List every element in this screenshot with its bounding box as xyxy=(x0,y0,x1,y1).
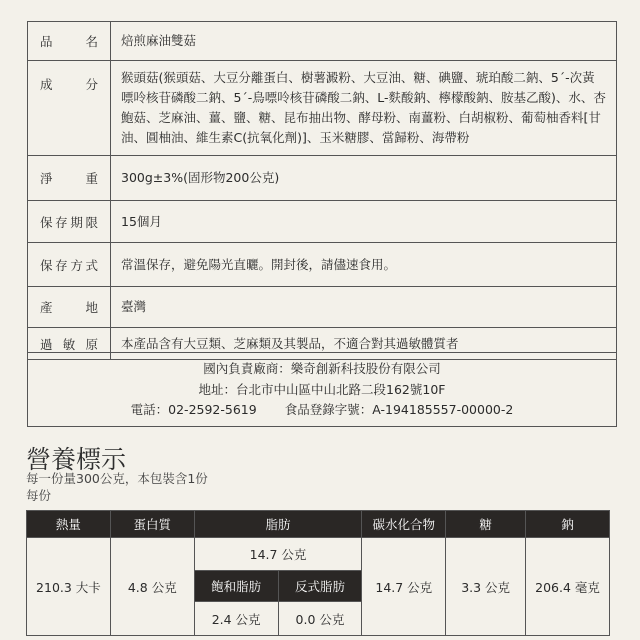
nutrition-title: 營養標示 xyxy=(26,445,127,474)
storage-label: 保存方式 xyxy=(28,243,111,287)
nutrition-table xyxy=(26,510,610,636)
value-sugar: 3.3 公克 xyxy=(446,538,526,636)
weight-value: 300g±3%(固形物200公克) xyxy=(111,156,617,201)
header-protein: 蛋白質 xyxy=(110,511,194,538)
header-sodium: 鈉 xyxy=(526,511,610,538)
value-trans-fat: 0.0 公克 xyxy=(278,602,362,636)
header-calories: 熱量 xyxy=(27,511,111,538)
shelf-life-value: 15個月 xyxy=(111,201,617,243)
row-origin xyxy=(28,287,617,328)
allergen-label: 過敏原 xyxy=(28,328,111,360)
food-registration-number: 食品登錄字號：A-194185557-00000-2 xyxy=(284,402,514,417)
ingredients-label: 成分 xyxy=(28,61,111,156)
manufacturer-contact xyxy=(28,400,616,421)
weight-label: 淨重 xyxy=(28,156,111,201)
header-sugar: 糖 xyxy=(446,511,526,538)
manufacturer-name: 國內負責廠商：樂奇創新科技股份有限公司 xyxy=(203,361,441,376)
value-protein: 4.8 公克 xyxy=(110,538,194,636)
nutrition-header-row xyxy=(27,511,610,538)
row-name xyxy=(28,22,617,61)
row-storage xyxy=(28,243,617,287)
header-carbs: 碳水化合物 xyxy=(362,511,446,538)
storage-value: 常溫保存，避免陽光直曬。開封後，請儘速食用。 xyxy=(111,243,617,287)
row-ingredients xyxy=(28,61,617,156)
value-calories: 210.3 大卡 xyxy=(27,538,111,636)
row-shelf-life xyxy=(28,201,617,243)
product-info-table xyxy=(27,21,617,360)
name-value: 焙煎麻油雙菇 xyxy=(111,22,617,61)
value-fat: 14.7 公克 xyxy=(194,538,362,571)
header-trans-fat: 反式脂肪 xyxy=(278,571,362,602)
value-saturated-fat: 2.4 公克 xyxy=(194,602,278,636)
origin-value: 臺灣 xyxy=(111,287,617,328)
value-sodium: 206.4 毫克 xyxy=(526,538,610,636)
ingredients-value: 猴頭菇(猴頭菇、大豆分離蛋白、樹薯澱粉、大豆油、糖、碘鹽、琥珀酸二鈉、5´-次黃嘌呤核苷磷酸二鈉、5´-鳥嘌呤核苷磷酸二鈉、L-麩酸鈉、檸檬酸鈉、胺基乙酸)、水、杏鮑菇、芝麻油、薑、鹽、糖、昆布抽出物、酵母粉、南薑粉、白胡椒粉、葡萄柚香料[甘油、圓柚油、維生素C(抗氧化劑)]、玉米糖膠、當歸粉、海帶粉 xyxy=(111,61,617,156)
allergen-value: 本產品含有大豆類、芝麻類及其製品，不適合對其過敏體質者 xyxy=(111,328,617,360)
per-serving-label: 每份 xyxy=(26,488,52,503)
header-fat: 脂肪 xyxy=(194,511,362,538)
manufacturer-address: 地址：台北市中山區中山北路二段162號10F xyxy=(198,381,446,397)
row-weight xyxy=(28,156,617,201)
nutrition-fat-total-row xyxy=(27,538,610,571)
shelf-life-label: 保存期限 xyxy=(28,201,111,243)
name-label: 品名 xyxy=(28,22,111,61)
nutrition-subtitle xyxy=(26,470,208,504)
value-carbs: 14.7 公克 xyxy=(362,538,446,636)
manufacturer-phone: 電話：02-2592-5619 xyxy=(130,402,257,417)
header-saturated-fat: 飽和脂肪 xyxy=(194,571,278,602)
serving-info: 每一份量300公克，本包裝含1份 xyxy=(26,471,208,486)
origin-label: 產地 xyxy=(28,287,111,328)
manufacturer-box xyxy=(27,352,617,427)
